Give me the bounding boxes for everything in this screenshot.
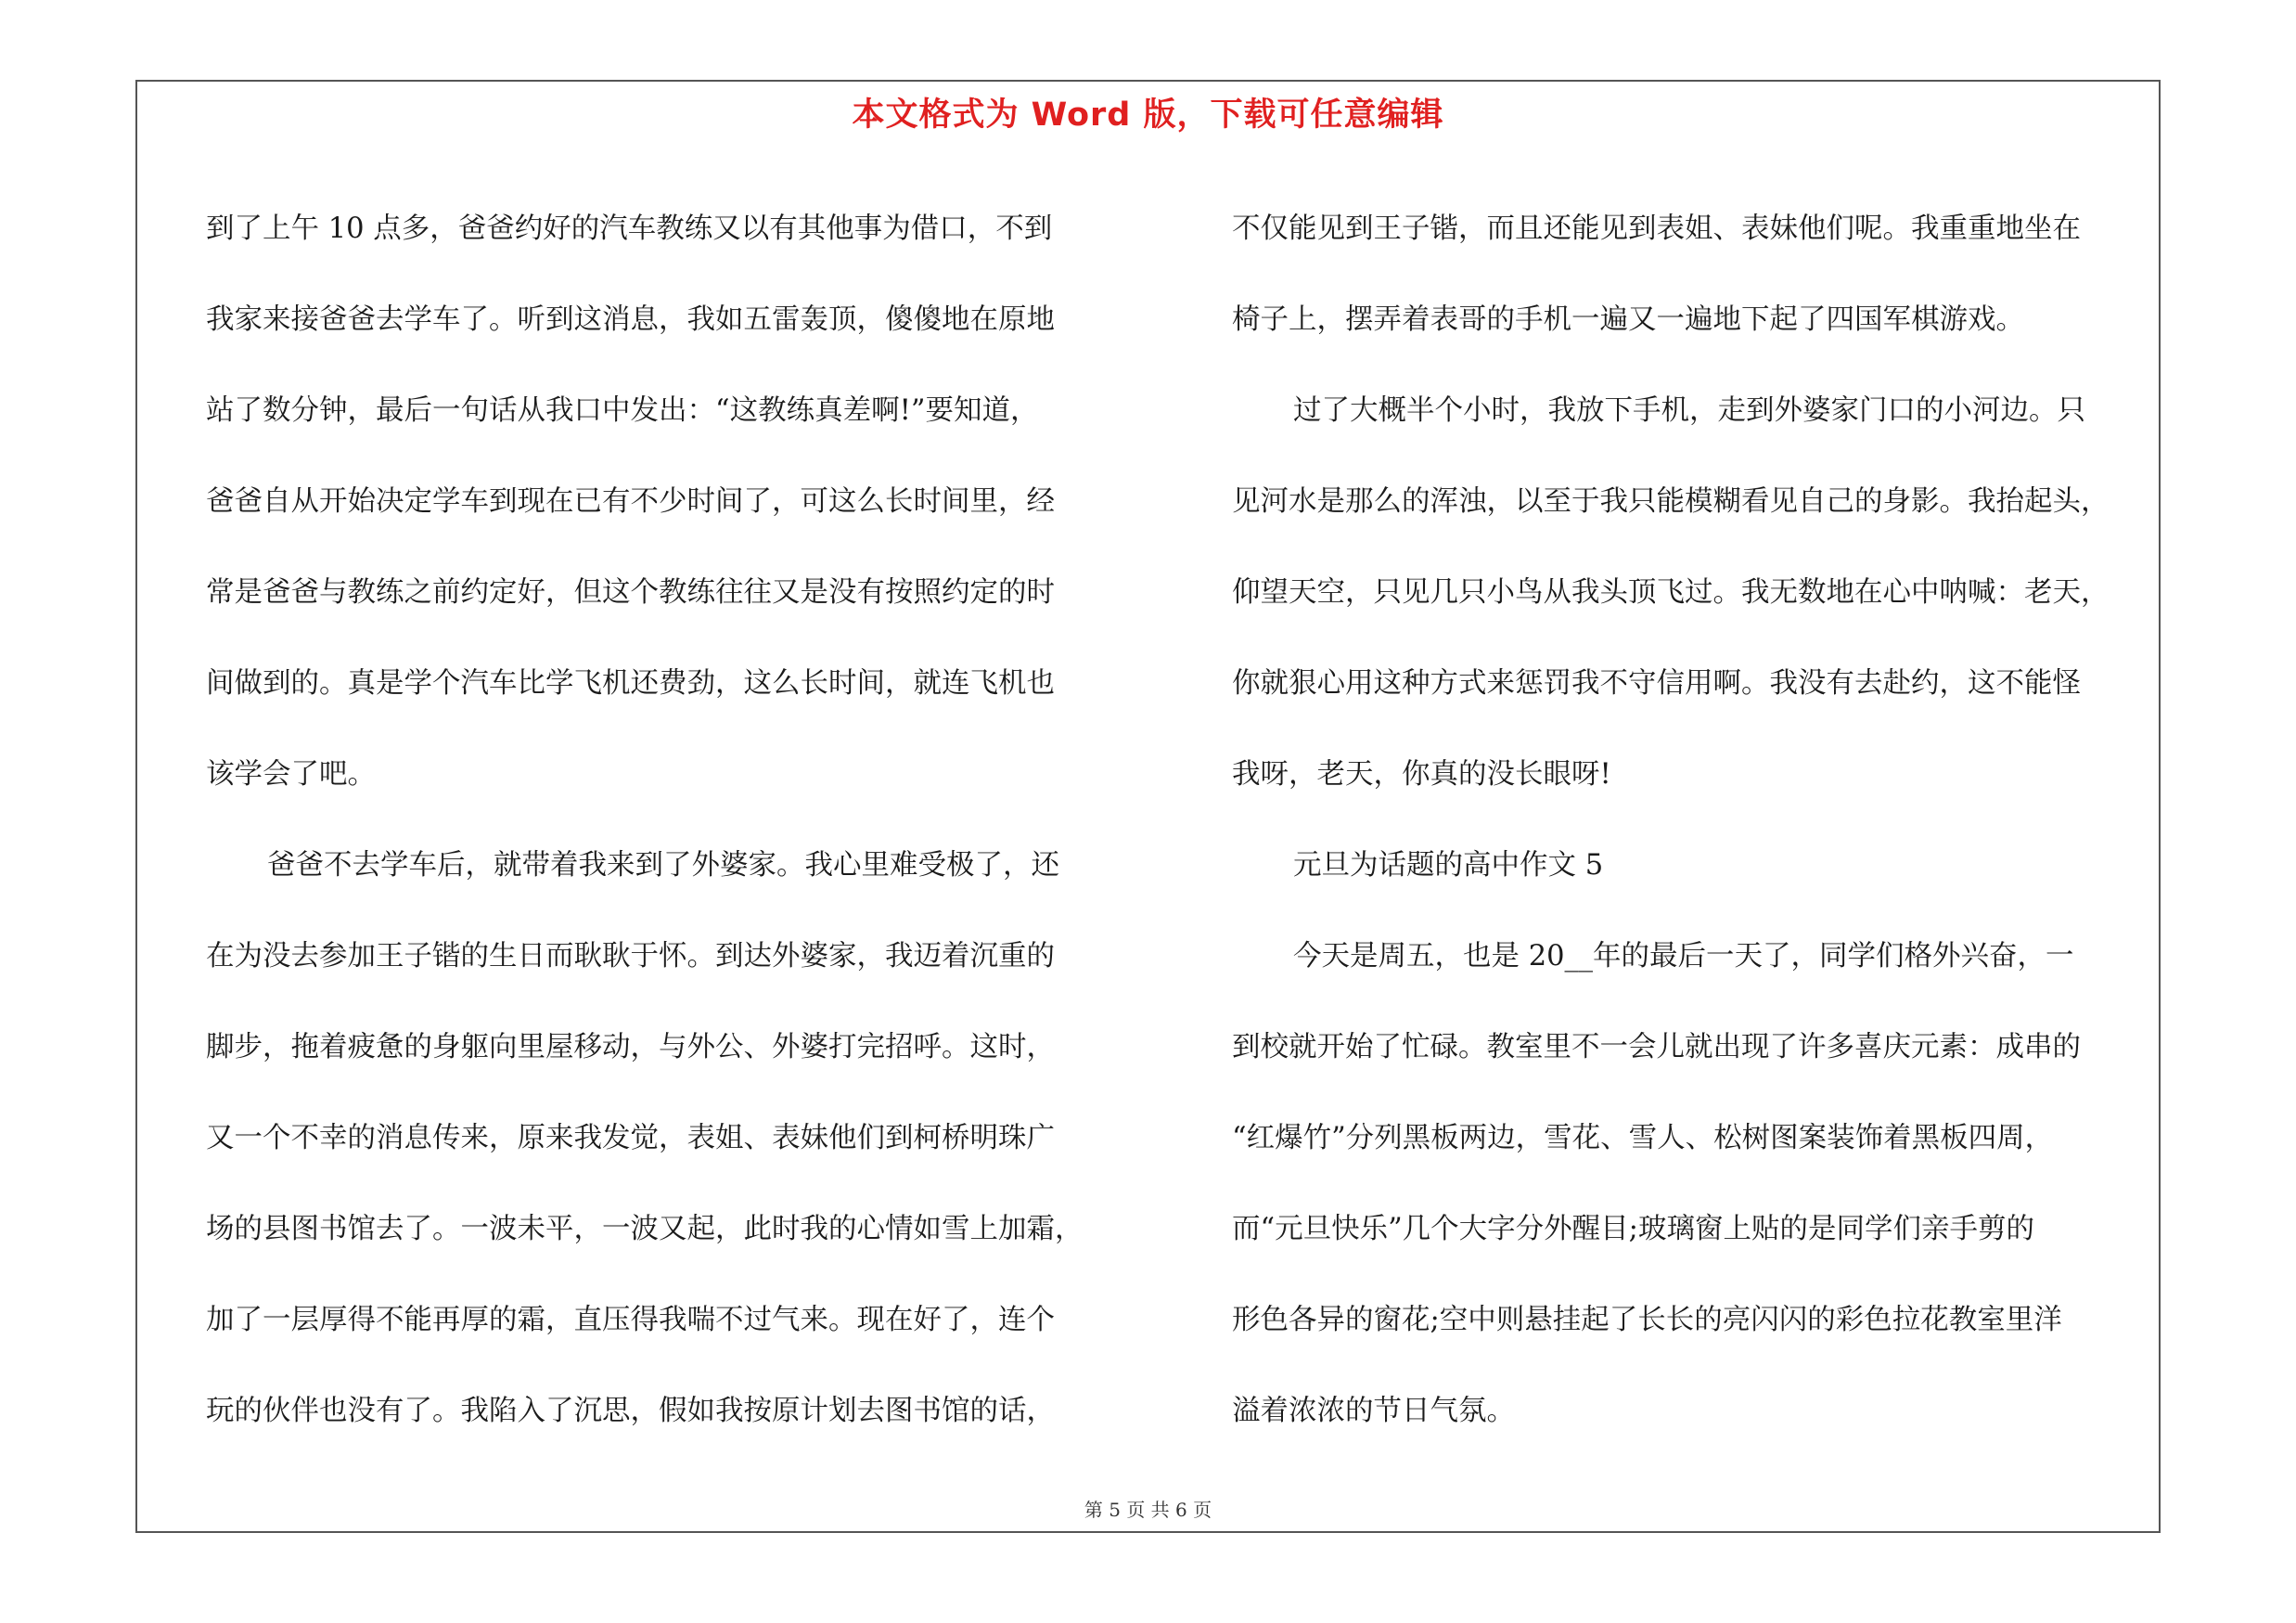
text-line: 爸爸自从开始决定学车到现在已有不少时间了，可这么长时间里，经 <box>206 485 1055 518</box>
text-line: 常是爸爸与教练之前约定好，但这个教练往往又是没有按照约定的时 <box>206 576 1055 609</box>
paragraph <box>1232 184 2167 366</box>
text-line: 脚步，拖着疲惫的身躯向里屋移动，与外公、外婆打完招呼。这时， <box>206 1031 1055 1063</box>
text-line: 仰望天空，只见几只小鸟从我头顶飞过。我无数地在心中呐喊：老天， <box>1232 576 2110 609</box>
text-line: “红爆竹”分列黑板两边，雪花、雪人、松树图案装饰着黑板四周， <box>1232 1122 2054 1154</box>
format-notice-banner: 本文格式为 Word 版，下载可任意编辑 <box>852 97 1444 134</box>
text-line: 不仅能见到王子锴，而且还能见到表姐、表妹他们呢。我重重地坐在 <box>1232 213 2081 245</box>
text-line: 过了大概半个小时，我放下手机，走到外婆家门口的小河边。只 <box>1293 394 2085 427</box>
text-line: 加了一层厚得不能再厚的霜，直压得我喘不过气来。现在好了，连个 <box>206 1304 1055 1336</box>
paragraph <box>1232 366 2167 820</box>
text-line: 到校就开始了忙碌。教室里不一会儿就出现了许多喜庆元素：成串的 <box>1232 1031 2081 1063</box>
text-line: 我家来接爸爸去学车了。听到这消息，我如五雷轰顶，傻傻地在原地 <box>206 303 1055 336</box>
text-line: 溢着浓浓的节日气氛。 <box>1232 1395 1515 1427</box>
text-line: 在为没去参加王子锴的生日而耿耿于怀。到达外婆家，我迈着沉重的 <box>206 940 1055 973</box>
text-line: 你就狠心用这种方式来惩罚我不守信用啊。我没有去赴约，这不能怪 <box>1232 667 2081 700</box>
left-text-column <box>206 184 1143 1457</box>
text-line: 到了上午 10 点多，爸爸约好的汽车教练又以有其他事为借口，不到 <box>206 213 1053 245</box>
paragraph <box>206 820 1143 1457</box>
page-number-footer: 第 5 页 共 6 页 <box>1084 1499 1212 1521</box>
text-line: 站了数分钟，最后一句话从我口中发出：“这教练真差啊!”要知道， <box>206 394 1039 427</box>
text-line: 形色各异的窗花;空中则悬挂起了长长的亮闪闪的彩色拉花教室里洋 <box>1232 1304 2062 1336</box>
essay-title: 元旦为话题的高中作文 5 <box>1293 849 1604 882</box>
text-line: 又一个不幸的消息传来，原来我发觉，表姐、表妹他们到柯桥明珠广 <box>206 1122 1055 1154</box>
text-line: 场的县图书馆去了。一波未平，一波又起，此时我的心情如雪上加霜， <box>206 1213 1084 1245</box>
paragraph <box>206 184 1143 820</box>
text-line: 见河水是那么的浑浊，以至于我只能模糊看见自己的身影。我抬起头， <box>1232 485 2110 518</box>
text-line: 该学会了吧。 <box>206 758 376 791</box>
section-heading <box>1232 820 2167 911</box>
right-text-column <box>1232 184 2167 1457</box>
text-line: 爸爸不去学车后，就带着我来到了外婆家。我心里难受极了，还 <box>267 849 1059 882</box>
paragraph <box>1232 911 2167 1457</box>
text-line: 椅子上，摆弄着表哥的手机一遍又一遍地下起了四国军棋游戏。 <box>1232 303 2024 336</box>
text-line: 玩的伙伴也没有了。我陷入了沉思，假如我按原计划去图书馆的话， <box>206 1395 1055 1427</box>
text-line: 今天是周五，也是 20__年的最后一天了，同学们格外兴奋，一 <box>1293 940 2074 973</box>
text-line: 间做到的。真是学个汽车比学飞机还费劲，这么长时间，就连飞机也 <box>206 667 1055 700</box>
text-line: 而“元旦快乐”几个大字分外醒目;玻璃窗上贴的是同学们亲手剪的 <box>1232 1213 2034 1245</box>
text-line: 我呀，老天，你真的没长眼呀! <box>1232 758 1611 791</box>
